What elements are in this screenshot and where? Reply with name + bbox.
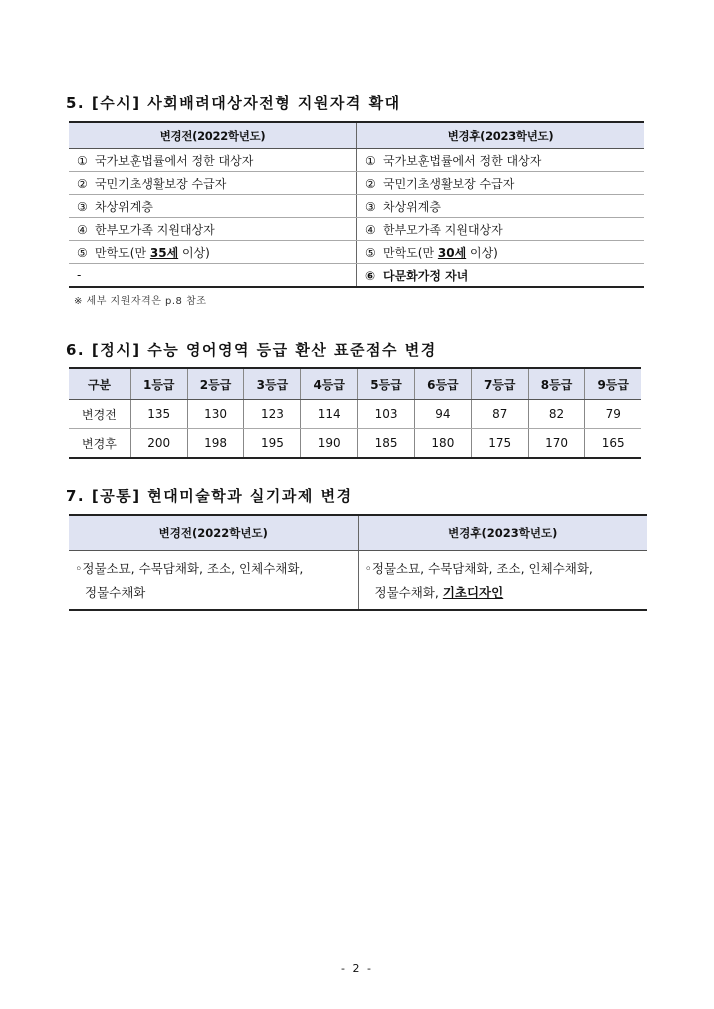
score-cell: 175	[471, 429, 528, 459]
score-cell: 123	[244, 400, 301, 429]
grade-score-table	[69, 367, 641, 459]
task-line: 정물수채화	[85, 585, 146, 600]
score-cell: 195	[244, 429, 301, 459]
item-number: ③	[77, 199, 88, 214]
score-cell: 87	[471, 400, 528, 429]
item-number: ④	[365, 222, 376, 237]
table-header-row	[69, 368, 641, 400]
header-after: 변경후(2023학년도)	[357, 122, 645, 149]
item-number: ①	[365, 153, 376, 168]
score-cell: 103	[358, 400, 415, 429]
table-row	[69, 264, 644, 288]
age-highlight: 35세	[149, 245, 179, 260]
header-before: 변경전(2022학년도)	[69, 122, 357, 149]
cell-before	[69, 172, 357, 195]
table-row	[69, 551, 647, 611]
header-cell: 구분	[69, 368, 130, 400]
cell-before	[69, 195, 357, 218]
practical-task-table	[69, 514, 647, 611]
cell-after	[357, 264, 645, 288]
header-cell: 8등급	[528, 368, 585, 400]
header-cell: 1등급	[130, 368, 187, 400]
task-line: ◦정물소묘, 수묵담채화, 조소, 인체수채화,	[364, 561, 593, 576]
page-number: - 2 -	[341, 962, 373, 975]
item-text: 국민기초생활보장 수급자	[95, 176, 227, 191]
cell-before	[69, 551, 358, 611]
header-cell: 6등급	[414, 368, 471, 400]
table-row	[69, 195, 644, 218]
item-text: 차상위계층	[95, 199, 153, 214]
score-cell: 180	[414, 429, 471, 459]
age-highlight: 30세	[437, 245, 467, 260]
table-row	[69, 241, 644, 264]
cell-before	[69, 149, 357, 172]
score-cell: 190	[301, 429, 358, 459]
item-number: ②	[365, 176, 376, 191]
item-text: 만학도(만	[383, 245, 438, 260]
header-cell: 7등급	[471, 368, 528, 400]
item-text: 다문화가정 자녀	[383, 268, 469, 283]
item-text: 한부모가족 지원대상자	[383, 222, 503, 237]
eligibility-table	[69, 121, 644, 288]
item-number: ④	[77, 222, 88, 237]
score-cell: 185	[358, 429, 415, 459]
item-text: 만학도(만	[95, 245, 150, 260]
row-label: 변경전	[69, 400, 130, 429]
score-cell: 82	[528, 400, 585, 429]
task-line: ◦정물소묘, 수묵담채화, 조소, 인체수채화,	[75, 561, 304, 576]
score-cell: 198	[187, 429, 244, 459]
score-cell: 170	[528, 429, 585, 459]
table-header-row	[69, 122, 644, 149]
score-cell: 165	[585, 429, 641, 459]
cell-after	[357, 149, 645, 172]
header-cell: 3등급	[244, 368, 301, 400]
header-cell: 2등급	[187, 368, 244, 400]
item-text: 한부모가족 지원대상자	[95, 222, 215, 237]
header-before: 변경전(2022학년도)	[69, 515, 358, 551]
score-cell: 135	[130, 400, 187, 429]
score-cell: 114	[301, 400, 358, 429]
table-row	[69, 400, 641, 429]
score-cell: 130	[187, 400, 244, 429]
cell-after	[358, 551, 647, 611]
table-row	[69, 218, 644, 241]
cell-after	[357, 195, 645, 218]
score-cell: 200	[130, 429, 187, 459]
item-number: ⑤	[365, 245, 376, 260]
section6-title: 6. [정시] 수능 영어영역 등급 환산 표준점수 변경	[66, 341, 437, 359]
task-text: 정물수채화,	[374, 585, 443, 600]
item-number: ⑤	[77, 245, 88, 260]
row-label: 변경후	[69, 429, 130, 459]
cell-after	[357, 241, 645, 264]
table-header-row	[69, 515, 647, 551]
item-number: ②	[77, 176, 88, 191]
empty-dash: -	[77, 268, 82, 282]
item-number: ③	[365, 199, 376, 214]
item-text: 국민기초생활보장 수급자	[383, 176, 515, 191]
item-text: 국가보훈법률에서 정한 대상자	[95, 153, 254, 168]
table-row	[69, 429, 641, 459]
item-text: 국가보훈법률에서 정한 대상자	[383, 153, 542, 168]
header-after: 변경후(2023학년도)	[358, 515, 647, 551]
header-cell: 4등급	[301, 368, 358, 400]
score-cell: 94	[414, 400, 471, 429]
cell-before	[69, 218, 357, 241]
section5-title: 5. [수시] 사회배려대상자전형 지원자격 확대	[66, 94, 401, 112]
cell-after	[357, 172, 645, 195]
score-cell: 79	[585, 400, 641, 429]
item-text: 차상위계층	[383, 199, 441, 214]
task-line	[365, 581, 640, 605]
cell-before	[69, 241, 357, 264]
table-row	[69, 172, 644, 195]
section7-title: 7. [공통] 현대미술학과 실기과제 변경	[66, 487, 353, 505]
header-cell: 9등급	[585, 368, 641, 400]
item-text: 이상)	[466, 245, 498, 260]
cell-before	[69, 264, 357, 288]
item-number: ⑥	[365, 268, 376, 283]
item-text: 이상)	[178, 245, 210, 260]
reference-note: ※ 세부 지원자격은 p.8 참조	[74, 296, 207, 307]
header-cell: 5등급	[358, 368, 415, 400]
cell-after	[357, 218, 645, 241]
item-number: ①	[77, 153, 88, 168]
table-row	[69, 149, 644, 172]
new-task-highlight: 기초디자인	[442, 585, 504, 600]
